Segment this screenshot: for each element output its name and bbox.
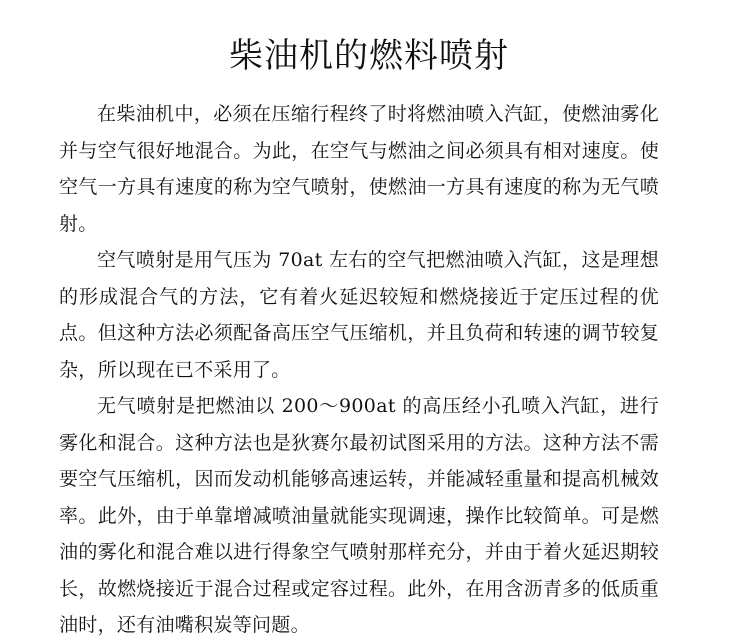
document-title: 柴油机的燃料喷射 — [229, 36, 509, 76]
document-body — [59, 96, 659, 644]
paragraph-air-injection: 空气喷射是用气压为 70at 左右的空气把燃油喷入汽缸，这是理想的形成混合气的方法，它有着火延迟较短和燃烧接近于定压过程的优点。但这种方法必须配备高压空气压缩机，并且负荷和转速的调节较复杂，所以现在已不采用了。 — [59, 249, 659, 381]
paragraph-air-vs-fuel-injection: 在柴油机中，必须在压缩行程终了时将燃油喷入汽缸，使燃油雾化并与空气很好地混合。为此，在空气与燃油之间必须具有相对速度。使空气一方具有速度的称为空气喷射，使燃油一方具有速度的称为无气喷射。 — [59, 103, 659, 235]
paragraph-airless-injection: 无气喷射是把燃油以 200～900at 的高压经小孔喷入汽缸，进行雾化和混合。这种方法也是狄赛尔最初试图采用的方法。这种方法不需要空气压缩机，因而发动机能够高速运转，并能减轻重量和提高机械效率。此外，由于单靠增减喷油量就能实现调速，操作比较简单。可是燃油的雾化和混合难以进行得象空气喷射那样充分，并由于着火延迟期较长，故燃烧接近于混合过程或定容过程。此外，在用含沥青多的低质重油时，还有油嘴积炭等问题。 — [59, 395, 659, 636]
